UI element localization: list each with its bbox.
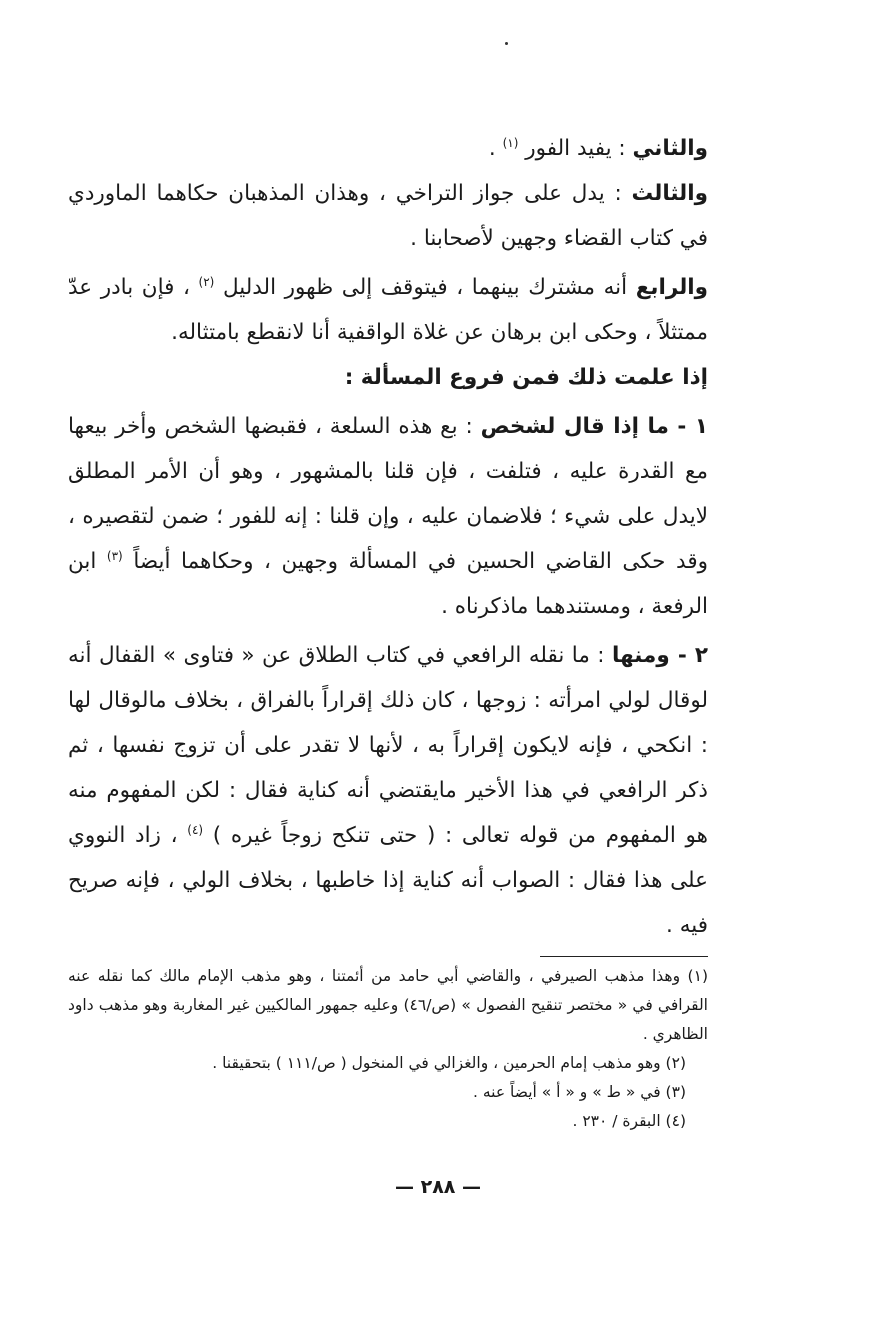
footnote-4: (٤) البقرة / ٢٣٠ . <box>572 1112 686 1130</box>
main-text <box>68 126 708 948</box>
paragraph-third-opinion <box>68 171 708 261</box>
paragraph-lead: والرابع <box>635 275 708 300</box>
footnote-ref: (٢) <box>198 274 215 289</box>
page-speck <box>505 42 508 45</box>
paragraph-second-opinion <box>68 126 708 171</box>
paragraph-text: : يدل على جواز التراخي ، وهذان المذهبان حكاهما الماوردي في كتاب القضاء وجهين لأصحابنا . <box>68 181 708 251</box>
footnote-ref: (٣) <box>106 548 123 563</box>
footnote-3: (٣) في « ط » و « أ » أيضاً عنه . <box>473 1083 686 1101</box>
paragraph-text: : يفيد الفور <box>525 136 626 161</box>
paragraph-lead: والثالث <box>631 181 708 206</box>
branch-two <box>68 633 708 948</box>
branch-lead: ٢ - ومنها <box>612 643 708 668</box>
branch-tail: ابن الرفعة ، ومستندهما ماذكرناه . <box>68 549 708 619</box>
paragraph-text: أنه مشترك بينهما ، فيتوقف إلى ظهور الدليل <box>222 275 628 300</box>
branch-tail: ، زاد النووي على هذا فقال : الصواب أنه كناية إذا خاطبها ، بخلاف الولي ، فإنه صريح فيه . <box>68 823 708 938</box>
paragraph-lead: والثاني <box>632 136 708 161</box>
page-number: — ٢٨٨ — <box>394 1176 482 1198</box>
footnote-ref: (١) <box>502 135 519 150</box>
footnote-divider <box>540 956 708 957</box>
branch-text: : ما نقله الرافعي في كتاب الطلاق عن « فتاوى » القفال أنه لوقال لولي امرأته : زوجها ، كان ذلك إقراراً بالفراق ، بخلاف مالوقال لها : انكحي ، فإنه لايكون إقراراً به ، لأنها لا تقدر على أن تزوج نفسها ، ثم ذكر الرافعي في هذا الأخير مايقتضي أنه كناية فقال : لكن المفهوم منه هو المفهوم من قوله تعالى : ( حتى تنكح زوجاً غيره ) <box>68 643 708 848</box>
footnotes <box>68 962 708 1136</box>
branch-text: : بع هذه السلعة ، فقبضها الشخص وأخر بيعها مع القدرة عليه ، فتلفت ، فإن قلنا بالمشهور ، وهو أن الأمر المطلق لايدل على شيء ؛ فلاضمان عليه ، وإن قلنا : إنه للفور ؛ ضمن لتقصيره ، وقد حكى القاضي الحسين في المسألة وجهين ، وحكاهما أيضاً <box>68 414 708 574</box>
paragraph-tail: . <box>488 136 496 161</box>
footnote-1: (١) وهذا مذهب الصيرفي ، والقاضي أبي حامد من أئمتنا ، وهو مذهب الإمام مالك كما نقله عنه القرافي في « مختصر تنقيح الفصول » (ص/٤٦) وعليه جمهور المالكيين غير المغاربة وهو مذهب داود الظاهري . <box>68 967 708 1043</box>
footnote-2: (٢) وهو مذهب إمام الحرمين ، والغزالي في المنخول ( ص/١١١ ) بتحقيقنا . <box>212 1054 686 1072</box>
paragraph-fourth-opinion <box>68 265 708 355</box>
branch-one <box>68 404 708 629</box>
paragraph-tail: ، فإن بادر عدّ ممتثلاً ، وحكى ابن برهان عن غلاة الواقفية أنا لانقطع بامتثاله. <box>68 275 708 345</box>
footnote-ref: (٤) <box>187 822 204 837</box>
branch-lead: ١ - ما إذا قال لشخص <box>480 414 708 439</box>
section-heading: إذا علمت ذلك فمن فروع المسألة : <box>344 365 708 390</box>
